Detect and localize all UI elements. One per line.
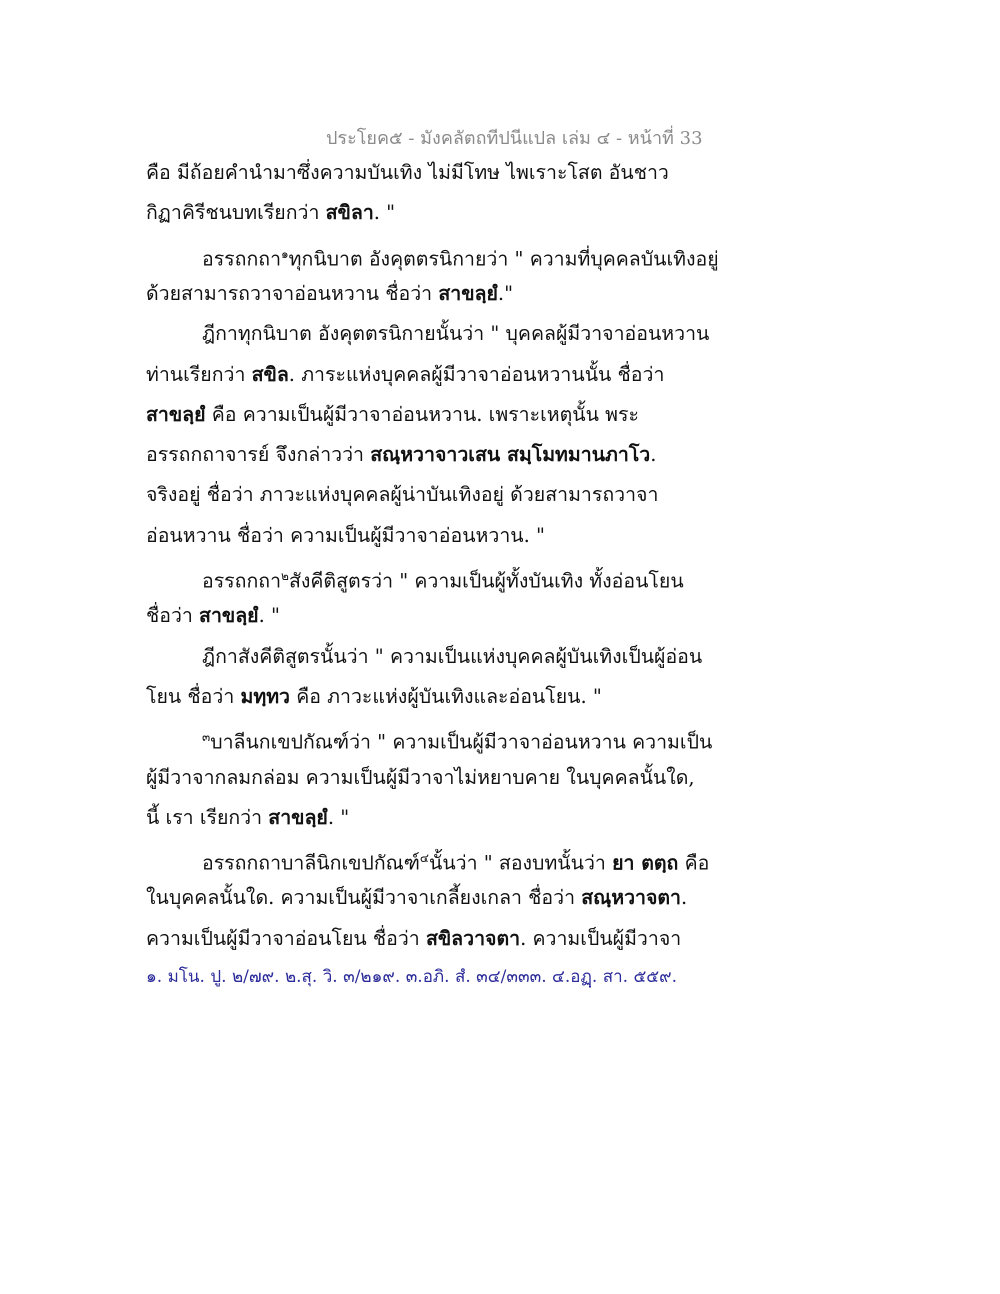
footnote-marker: ๔: [419, 851, 429, 866]
pali-term: สาขลฺยํ: [438, 281, 498, 305]
text-segment: . ภาระแห่งบุคคลผู้มีวาจาอ่อนหวานนั้น ชื่อว่า: [288, 362, 665, 386]
text-line: [146, 803, 766, 833]
text-segment: จริงอยู่ ชื่อว่า ภาวะแห่งบุคคลผู้น่าบันเทิงอยู่ ด้วยสามารถวาจา: [146, 483, 659, 507]
pali-term: สขิลวาจตา: [425, 926, 521, 950]
text-line: [146, 521, 766, 551]
text-line: [146, 440, 766, 470]
text-segment: ความเป็นผู้มีวาจาอ่อนโยน ชื่อว่า: [146, 926, 426, 950]
footnote-marker: ๒: [281, 569, 289, 583]
text-line: [146, 763, 766, 793]
text-segment: กิฏาคิรีชนบทเรียกว่า: [146, 201, 326, 225]
text-segment: สังคีติสูตรว่า " ความเป็นผู้ทั้งบันเทิง ทั้งอ่อนโยน: [288, 569, 684, 593]
text-segment: ด้วยสามารถวาจาอ่อนหวาน ชื่อว่า: [146, 281, 439, 305]
text-segment: คือ ภาวะแห่งผู้บันเทิงและอ่อนโยน. ": [290, 684, 602, 708]
text-segment: .": [497, 281, 514, 305]
text-segment: อรรถกถา: [202, 247, 282, 271]
pali-term: ยา ตตฺถ: [612, 851, 679, 875]
text-segment: .: [650, 443, 657, 467]
text-segment: โยน ชื่อว่า: [146, 684, 241, 708]
text-line: [146, 400, 766, 430]
text-segment: ในบุคคลนั้นใด. ความเป็นผู้มีวาจาเกลี้ยงเกลา ชื่อว่า: [146, 886, 582, 910]
pali-term: สาขลฺยํ: [146, 402, 206, 426]
pali-term: สณฺหวาจตา: [581, 886, 682, 910]
text-line: [146, 924, 766, 954]
text-line: [146, 279, 766, 309]
footnote-marker: ๑: [281, 246, 289, 261]
text-segment: . ": [373, 201, 396, 225]
page-header: ประโยค๕ - มังคลัตถทีปนีแปล เล่ม ๔ - หน้าที่ 33: [326, 128, 703, 149]
text-segment: ฎีกาสังคีติสูตรนั้นว่า " ความเป็นแห่งบุคคลผู้บันเทิงเป็นผู้อ่อน: [202, 644, 703, 668]
text-segment: คือ ความเป็นผู้มีวาจาอ่อนหวาน. เพราะเหตุนั้น พระ: [205, 402, 639, 426]
text-segment: . ความเป็นผู้มีวาจา: [520, 926, 682, 950]
pali-term: มทฺทว: [240, 684, 290, 708]
text-line: [202, 843, 822, 879]
pali-term: สาขลฺยํ: [268, 805, 328, 829]
text-line: [202, 319, 822, 349]
text-segment: ชื่อว่า: [146, 604, 200, 628]
footnote: ๑. มโน. ปู. ๒/๗๙. ๒.สุ. วิ. ๓/๒๑๙. ๓.อภิ. สํ. ๓๔/๓๓๓. ๔.อฏฺ. สา. ๕๕๙.: [146, 967, 678, 987]
text-segment: บาลีนกเขปกัณฑ์ว่า " ความเป็นผู้มีวาจาอ่อนหวาน ความเป็น: [210, 730, 713, 754]
text-segment: อรรถกถา: [202, 569, 282, 593]
text-line: [202, 561, 822, 597]
text-segment: คือ มีถ้อยคำนำมาซึ่งความบันเทิง ไม่มีโทษ ไพเราะโสต อันชาว: [146, 161, 669, 184]
text-line: [146, 158, 766, 188]
text-segment: . ": [327, 805, 350, 829]
text-segment: คือ: [678, 851, 710, 875]
text-line: [146, 480, 766, 510]
text-line: [202, 722, 822, 758]
text-segment: อรรถกถาบาลีนิกเขปกัณฑ์: [202, 851, 420, 875]
text-segment: . ": [258, 604, 280, 628]
text-line: [146, 883, 766, 913]
text-line: [146, 601, 766, 631]
text-line: [146, 360, 766, 390]
pali-term: สาขลฺยํ: [199, 604, 259, 628]
text-line: [146, 198, 766, 228]
text-segment: นี้ เรา เรียกว่า: [146, 805, 269, 829]
text-segment: ฎีกาทุกนิบาต อังคุตตรนิกายนั้นว่า " บุคคลผู้มีวาจาอ่อนหวาน: [202, 322, 710, 346]
footnote-marker: ๓: [202, 730, 211, 745]
text-segment: นั้นว่า " สองบทนั้นว่า: [429, 851, 613, 875]
text-segment: ทุกนิบาต อังคุตตรนิกายว่า " ความที่บุคคลบันเทิงอยู่: [288, 247, 719, 271]
text-segment: อรรถกถาจารย์ จึงกล่าวว่า: [146, 443, 371, 467]
text-segment: .: [681, 886, 688, 910]
text-line: [202, 642, 822, 672]
text-segment: ท่านเรียกว่า: [146, 362, 252, 386]
pali-term: สณฺหวาจาวเสน สมฺโมทมานภาโว: [370, 443, 651, 467]
pali-term: สขิล: [251, 362, 289, 386]
text-line: [146, 682, 766, 712]
pali-term: สขิลา: [325, 201, 374, 225]
text-segment: ผู้มีวาจากลมกล่อม ความเป็นผู้มีวาจาไม่หยาบคาย ในบุคคลนั้นใด,: [146, 765, 695, 789]
text-line: [202, 239, 822, 275]
text-segment: อ่อนหวาน ชื่อว่า ความเป็นผู้มีวาจาอ่อนหวาน. ": [146, 523, 546, 547]
